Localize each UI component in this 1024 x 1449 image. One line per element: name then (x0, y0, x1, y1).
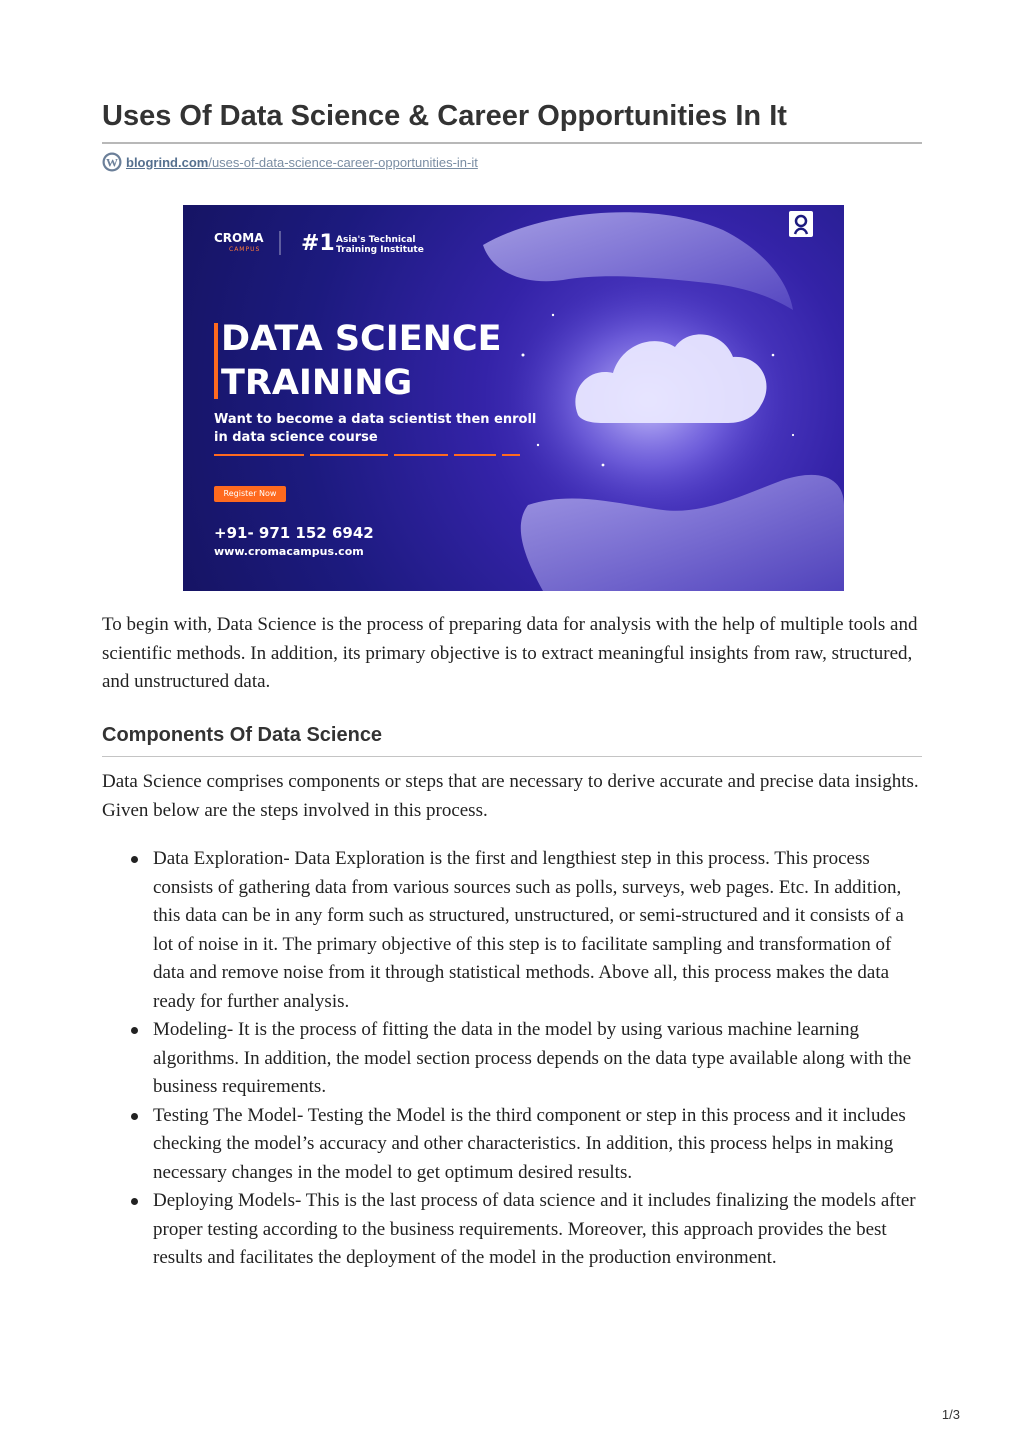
title-divider (102, 142, 922, 144)
wordpress-icon (102, 152, 122, 172)
list-item-text: Modeling- It is the process of fitting the data in the model by using various machine learning algorithms. In addition, the model section process depends on the data type available along with the business requirements. (153, 1019, 912, 1097)
section-divider (102, 756, 922, 757)
list-item-text: Data Exploration- Data Exploration is the first and lengthiest step in this process. This process consists of gathering data from various sources such as polls, surveys, web pages. Etc. In addition, this data can be in any form such as structured, unstructured, or semi-structured and it consists of a lot of noise in it. The primary objective of this step is to facilitate sampling and transformation of data and remove noise from it through statistical methods. Above all, this process makes the data ready for further analysis. (153, 848, 904, 1012)
bullet-icon (131, 856, 138, 863)
banner-divider-lines (214, 454, 520, 456)
banner-register-button: Register Now (214, 486, 286, 502)
list-item (153, 1187, 923, 1273)
banner-logo: CROMA (214, 231, 264, 245)
section-heading: Components Of Data Science (102, 724, 383, 746)
source-domain[interactable]: blogrind.com (126, 154, 209, 170)
list-item (153, 1102, 923, 1188)
page-title: Uses Of Data Science & Career Opportunities In It (102, 100, 787, 132)
components-paragraph: Data Science comprises components or steps that are necessary to derive accurate and precise data insights. Given below are the steps involved in this process. (102, 771, 919, 821)
banner-website: www.cromacampus.com (214, 545, 364, 558)
bullet-icon (131, 1113, 138, 1120)
banner-corner-logo (789, 211, 813, 237)
page-number: 1/3 (941, 1407, 960, 1422)
list-item (153, 845, 923, 1016)
banner-headline: DATA SCIENCE TRAINING (221, 319, 502, 403)
banner-rank-text: Asia's Technical Training Institute (336, 235, 424, 255)
bullet-icon (131, 1198, 138, 1205)
svg-text:W: W (106, 155, 118, 170)
steps-list (153, 845, 923, 1273)
banner-rank: #1 (301, 231, 335, 256)
list-item-text: Testing The Model- Testing the Model is the third component or step in this process and it includes checking the model’s accuracy and other characteristics. In addition, this process helps in making necessary changes in the model to get optimum desired results. (153, 1104, 906, 1183)
list-item (153, 1016, 923, 1102)
banner-accent-bar (214, 323, 218, 399)
intro-paragraph: To begin with, Data Science is the process of preparing data for analysis with the help of multiple tools and scientific methods. In addition, its primary objective is to extract meaningful insights from raw, structured, and unstructured data. (102, 614, 918, 692)
list-item-text: Deploying Models- This is the last process of data science and it includes finalizing the models after proper testing according to the business requirements. Moreover, this approach provides the best results and facilitates the deployment of the model in the production environment. (153, 1190, 916, 1268)
banner-logo-subtext: CAMPUS (229, 246, 261, 253)
source-path[interactable]: /uses-of-data-science-career-opportunities-in-it (208, 154, 478, 170)
banner-phone: +91- 971 152 6942 (214, 524, 374, 542)
banner-subtitle: Want to become a data scientist then enroll in data science course (214, 412, 537, 445)
source-link[interactable] (102, 151, 478, 173)
bullet-icon (131, 1027, 138, 1034)
banner-image (183, 205, 844, 591)
